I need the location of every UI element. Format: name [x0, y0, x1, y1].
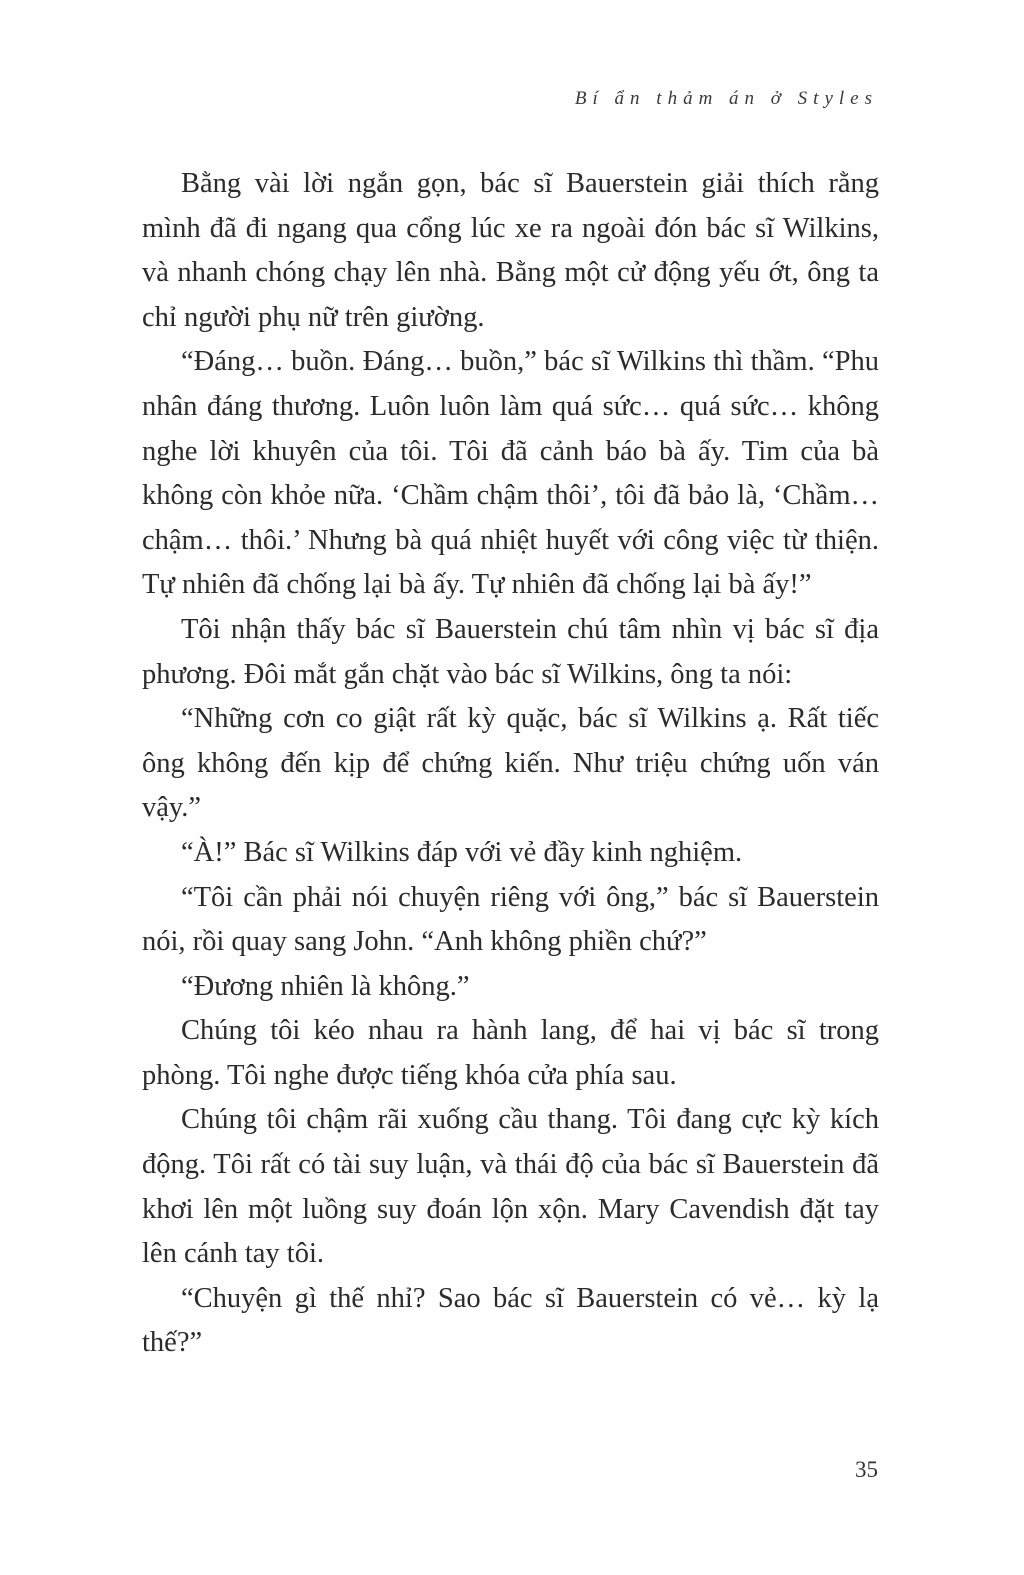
paragraph: “À!” Bác sĩ Wilkins đáp với vẻ đầy kinh nghiệm. [181, 836, 743, 868]
paragraph: “Chuyện gì thế nhỉ? Sao bác sĩ Bauerstein có vẻ… kỳ lạ thế?” [142, 1282, 879, 1359]
body-text [142, 162, 879, 1366]
paragraph: “Những cơn co giật rất kỳ quặc, bác sĩ Wilkins ạ. Rất tiếc ông không đến kịp để chứng kiến. Như triệu chứng uốn ván vậy.” [142, 703, 879, 824]
paragraph: “Đương nhiên là không.” [181, 970, 470, 1002]
running-header: Bí ẩn thảm án ở Styles [574, 88, 878, 109]
paragraph: Chúng tôi chậm rãi xuống cầu thang. Tôi đang cực kỳ kích động. Tôi rất có tài suy luận, và thái độ của bác sĩ Bauerstein đã khơi lên một luồng suy đoán lộn xộn. Mary Cavendish đặt tay lên cánh tay tôi. [142, 1104, 879, 1270]
paragraph: Bằng vài lời ngắn gọn, bác sĩ Bauerstein giải thích rằng mình đã đi ngang qua cổng lúc xe ra ngoài đón bác sĩ Wilkins, và nhanh chóng chạy lên nhà. Bằng một cử động yếu ớt, ông ta chỉ người phụ nữ trên giường. [142, 168, 879, 333]
page-number: 35 [855, 1457, 878, 1482]
paragraph: Tôi nhận thấy bác sĩ Bauerstein chú tâm nhìn vị bác sĩ địa phương. Đôi mắt gắn chặt vào bác sĩ Wilkins, ông ta nói: [142, 613, 879, 690]
paragraph: Chúng tôi kéo nhau ra hành lang, để hai vị bác sĩ trong phòng. Tôi nghe được tiếng khóa cửa phía sau. [142, 1015, 879, 1091]
paragraph: “Đáng… buồn. Đáng… buồn,” bác sĩ Wilkins thì thầm. “Phu nhân đáng thương. Luôn luôn làm quá sức… quá sức… không nghe lời khuyên của tôi. Tôi đã cảnh báo bà ấy. Tim của bà không còn khỏe nữa. ‘Chầm chậm thôi’, tôi đã bảo là, ‘Chầm… chậm… thôi.’ Nhưng bà quá nhiệt huyết với công việc từ thiện. Tự nhiên đã chống lại bà ấy. Tự nhiên đã chống lại bà ấy!” [142, 346, 879, 601]
paragraph: “Tôi cần phải nói chuyện riêng với ông,” bác sĩ Bauerstein nói, rồi quay sang John. “Anh không phiền chứ?” [142, 881, 879, 958]
